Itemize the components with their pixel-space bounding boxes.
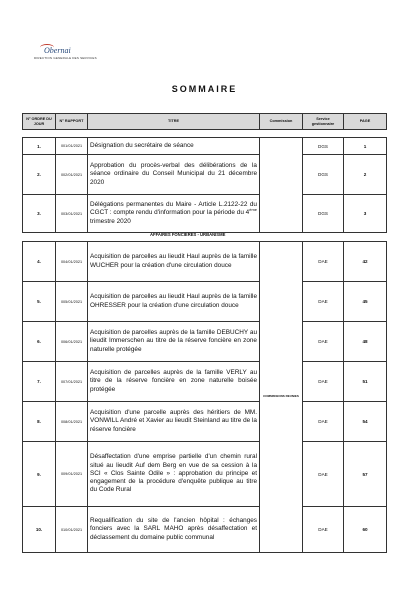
logo-swoosh-icon	[40, 44, 54, 51]
row-titre: Acquisition d'une parcelle auprès des héritiers de MM. VONWILL André et Xavier au lieudit Steinland au titre de la réserve foncière	[88, 402, 260, 442]
row-ordre: 7.	[23, 362, 56, 402]
row-page: 1	[344, 138, 387, 155]
row-titre: Désignation du secrétaire de séance	[88, 138, 260, 155]
row-rapport: 009/01/2021	[56, 442, 88, 507]
row-titre: Délégations permanentes du Maire - Article L.2122-22 du CGCT : compte rendu d'information pour la période du 4ème trimestre 2020	[88, 195, 260, 233]
row-rapport: 004/01/2021	[56, 242, 88, 282]
row-service: DAE	[303, 362, 344, 402]
row-titre: Acquisition de parcelles auprès de la famille DEBUCHY au lieudit Immerschen au titre de la réserve foncière en zone naturelle protégée	[88, 322, 260, 362]
table-row	[23, 362, 387, 402]
table-row	[23, 195, 387, 233]
row-page: 48	[344, 322, 387, 362]
row-commission	[260, 138, 303, 233]
row-service: DAE	[303, 322, 344, 362]
row-service: DGS	[303, 138, 344, 155]
row-titre: Approbation du procès-verbal des délibérations de la séance ordinaire du Conseil Municipal du 21 décembre 2020	[88, 155, 260, 195]
row-ordre: 5.	[23, 282, 56, 322]
row-titre: Acquisition de parcelles auprès de la famille VERLY au titre de la réserve foncière en zone naturelle boisée protégée	[88, 362, 260, 402]
row-ordre: 10.	[23, 507, 56, 553]
table-row	[23, 402, 387, 442]
row-ordre: 9.	[23, 442, 56, 507]
row-rapport: 006/01/2021	[56, 322, 88, 362]
header-rapport: N° RAPPORT	[56, 114, 88, 130]
spacer-row	[23, 130, 387, 138]
row-rapport: 005/01/2021	[56, 282, 88, 322]
logo-subtitle: DIRECTION GENERALE DES SERVICES	[34, 56, 97, 60]
row-service: DAE	[303, 282, 344, 322]
row-ordre: 2.	[23, 155, 56, 195]
row-service: DAE	[303, 402, 344, 442]
table-row	[23, 155, 387, 195]
agenda-table-top	[22, 113, 387, 233]
table-row	[23, 322, 387, 362]
row-page: 3	[344, 195, 387, 233]
row-titre: Acquisition de parcelles au lieudit Haul auprès de la famille WUCHER pour la création d'une circulation douce	[88, 242, 260, 282]
row-ordre: 3.	[23, 195, 56, 233]
table-header-row	[23, 114, 387, 130]
table-row	[23, 282, 387, 322]
row-ordre: 4.	[23, 242, 56, 282]
row-titre: Requalification du site de l'ancien hôpital : échanges fonciers avec la SARL MAHO après désaffectation et déclassement du domaine public communal	[88, 507, 260, 553]
row-rapport: 010/01/2021	[56, 507, 88, 553]
table-row	[23, 242, 387, 282]
header-ordre: N° ORDRE DU JOUR	[23, 114, 56, 130]
row-page: 54	[344, 402, 387, 442]
row-rapport: 008/01/2021	[56, 402, 88, 442]
row-service: DGS	[303, 195, 344, 233]
row-rapport: 001/01/2021	[56, 138, 88, 155]
page-title: SOMMAIRE	[171, 84, 238, 94]
header-service: Service gestionnaire	[303, 114, 344, 130]
row-ordre: 8.	[23, 402, 56, 442]
agenda-table-bottom	[22, 241, 387, 553]
row-service: DAE	[303, 507, 344, 553]
row-ordre: 1.	[23, 138, 56, 155]
row-ordre: 6.	[23, 322, 56, 362]
row-page: 42	[344, 242, 387, 282]
row-rapport: 007/01/2021	[56, 362, 88, 402]
header-page: PAGE	[344, 114, 387, 130]
row-page: 2	[344, 155, 387, 195]
table-row	[23, 138, 387, 155]
header-commission: Commission	[260, 114, 303, 130]
header-titre: TITRE	[88, 114, 260, 130]
row-page: 57	[344, 442, 387, 507]
row-titre: Désaffectation d'une emprise partielle d'un chemin rural situé au lieudit Auf dem Berg en vue de sa cession à la SCI « Clos Sainte Odile » : approbation du principe et engagement de la procédure d'enquête publique au titre du Code Rural	[88, 442, 260, 507]
logo-name: Obernai	[34, 46, 114, 55]
row-page: 45	[344, 282, 387, 322]
row-page: 51	[344, 362, 387, 402]
row-service: DAE	[303, 442, 344, 507]
row-rapport: 003/01/2021	[56, 195, 88, 233]
section-title: AFFAIRES FONCIERES - URBANISME	[150, 232, 226, 237]
table-row	[23, 507, 387, 553]
row-titre: Acquisition de parcelles au lieudit Haul auprès de la famille OHRESSER pour la création d'une circulation douce	[88, 282, 260, 322]
obernai-logo	[34, 46, 114, 60]
row-service: DAE	[303, 242, 344, 282]
table-row	[23, 442, 387, 507]
row-rapport: 002/01/2021	[56, 155, 88, 195]
row-service: DGS	[303, 155, 344, 195]
row-page: 60	[344, 507, 387, 553]
row-commission: COMMISSIONS REUNIES	[260, 242, 303, 553]
